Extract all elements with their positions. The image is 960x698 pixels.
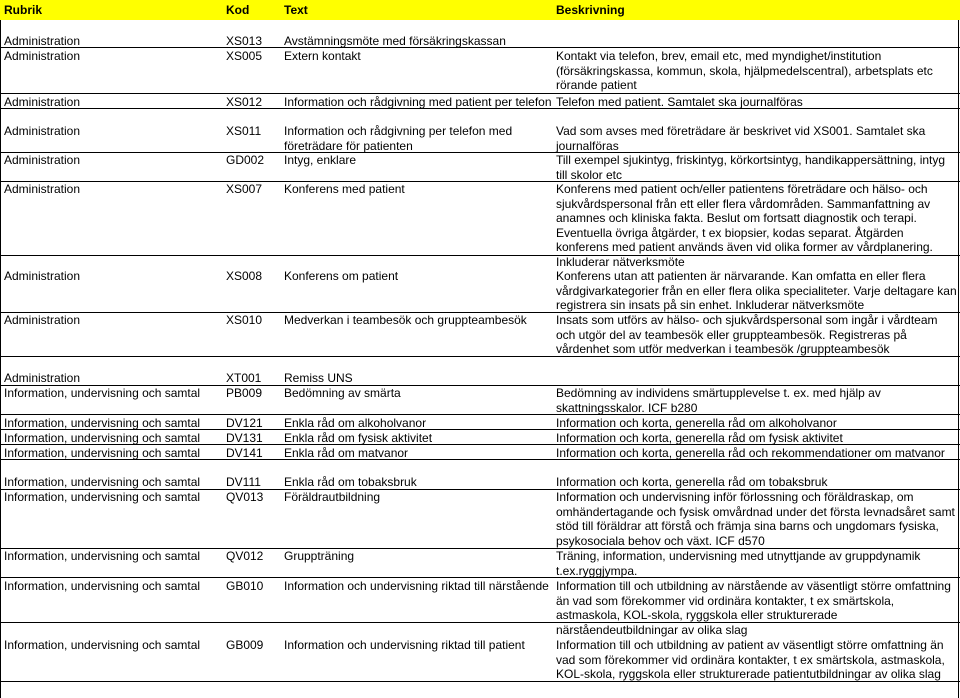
row-divider xyxy=(0,93,960,94)
cell-rubrik: Information, undervisning och samtal xyxy=(4,446,201,460)
cell-rubrik: Administration xyxy=(4,313,81,327)
cell-text: Enkla råd om matvanor xyxy=(284,446,409,460)
cell-text: Remiss UNS xyxy=(284,371,353,385)
row-divider xyxy=(0,444,960,445)
cell-rubrik: Administration xyxy=(4,153,81,167)
cell-beskrivning: Vad som avses med företrädare är beskrivet vid XS001. Samtalet ska journalföras xyxy=(556,124,926,153)
cell-text: Avstämningsmöte med försäkringskassan xyxy=(284,34,506,48)
cell-text: Information och undervisning riktad till närstående xyxy=(284,579,549,593)
row-divider xyxy=(0,429,960,430)
cell-text: Konferens om patient xyxy=(284,269,399,283)
cell-text: Information och rådgivning per telefon med företrädare för patienten xyxy=(284,124,513,153)
cell-beskrivning: Insats som utförs av hälso- och sjukvårdspersonal som ingår i vårdteam och utgör del av teambesök eller gruppteambesök. Registreras på vårdenhet som utför medverkan i teambesök /gruppteambesök xyxy=(556,313,938,357)
cell-rubrik: Administration xyxy=(4,182,81,196)
cell-kod: XS005 xyxy=(226,49,263,63)
cell-rubrik: Information, undervisning och samtal xyxy=(4,638,201,652)
cell-kod: XS012 xyxy=(226,95,263,109)
cell-beskrivning: Information och undervisning inför förlossning och föräldraskap, om omhändertagande och fysisk omvårdnad under det första levnadsåret samt stöd till föräldrar att förstå och främja sina barns och ungdomars fysiska, psykosociala behov och växt. ICF d570 xyxy=(556,490,955,548)
cell-rubrik: Administration xyxy=(4,269,81,283)
cell-rubrik: Information, undervisning och samtal xyxy=(4,431,201,445)
cell-rubrik: Administration xyxy=(4,34,81,48)
cell-kod: GB010 xyxy=(226,579,264,593)
cell-beskrivning: Konferens med patient och/eller patientens företrädare och hälso- och sjukvårdspersonal från ett eller flera vårdområden. Sammanfattning av anamnes och kliniska fakta. Beslut om fortsatt diagnostik och terapi. Eventuella övriga åtgärder, t ex biopsier, kodas separat. Åtgärden konferens med patient används även vid olika former av vårdplanering. Inkluderar nätverksmöte xyxy=(556,182,933,269)
row-divider xyxy=(0,577,960,578)
cell-text: Bedömning av smärta xyxy=(284,386,401,400)
table-border-left xyxy=(0,20,1,698)
cell-kod: XS008 xyxy=(226,269,263,283)
cell-kod: DV141 xyxy=(226,446,263,460)
cell-kod: XS011 xyxy=(226,124,262,138)
cell-rubrik: Administration xyxy=(4,371,81,385)
cell-rubrik: Information, undervisning och samtal xyxy=(4,579,201,593)
row-divider xyxy=(0,47,960,48)
cell-kod: GD002 xyxy=(226,153,265,167)
header-rubrik: Rubrik xyxy=(4,3,43,17)
cell-beskrivning: Träning, information, undervisning med utnyttjande av gruppdynamik t.ex.ryggjympa. xyxy=(556,549,921,578)
cell-rubrik: Information, undervisning och samtal xyxy=(4,386,201,400)
row-divider xyxy=(0,414,960,415)
cell-kod: PB009 xyxy=(226,386,263,400)
cell-rubrik: Information, undervisning och samtal xyxy=(4,490,201,504)
header-beskrivning: Beskrivning xyxy=(556,3,625,17)
cell-kod: QV013 xyxy=(226,490,264,504)
cell-rubrik: Information, undervisning och samtal xyxy=(4,416,201,430)
cell-text: Intyg, enklare xyxy=(284,153,357,167)
cell-kod: XS010 xyxy=(226,313,263,327)
table-border-right xyxy=(958,20,959,698)
cell-kod: QV012 xyxy=(226,549,264,563)
cell-kod: XT001 xyxy=(226,371,262,385)
header-kod: Kod xyxy=(226,3,250,17)
row-divider xyxy=(0,108,960,109)
cell-kod: XS007 xyxy=(226,182,263,196)
cell-rubrik: Administration xyxy=(4,124,81,138)
cell-beskrivning: Information och korta, generella råd och rekommendationer om matvanor xyxy=(556,446,945,460)
cell-text: Enkla råd om fysisk aktivitet xyxy=(284,431,433,445)
cell-beskrivning: Telefon med patient. Samtalet ska journalföras xyxy=(556,95,803,109)
cell-beskrivning: Information och korta, generella råd om fysisk aktivitet xyxy=(556,431,843,445)
table-header xyxy=(0,0,960,20)
cell-beskrivning: Kontakt via telefon, brev, email etc, med myndighet/institution (försäkringskassa, kommun, skola, hjälpmedelscentral), arbetsplats etc rörande patient xyxy=(556,49,933,93)
cell-beskrivning: Information och korta, generella råd om alkoholvanor xyxy=(556,416,837,430)
cell-beskrivning: Konferens utan att patienten är närvarande. Kan omfatta en eller flera vårdgivarkategorier från en eller flera olika specialiteter. Varje deltagare kan registrera sin insats på sin enhet. Inkluderar nätverksmöte xyxy=(556,269,957,313)
row-divider xyxy=(0,622,960,623)
cell-beskrivning: Information och korta, generella råd om tobaksbruk xyxy=(556,475,828,489)
cell-text: Föräldrautbildning xyxy=(284,490,381,504)
header-text: Text xyxy=(284,3,308,17)
cell-rubrik: Information, undervisning och samtal xyxy=(4,475,201,489)
row-divider xyxy=(0,356,960,357)
cell-text: Enkla råd om tobaksbruk xyxy=(284,475,417,489)
cell-rubrik: Information, undervisning och samtal xyxy=(4,549,201,563)
cell-beskrivning: Till exempel sjukintyg, friskintyg, körkortsintyg, handikappersättning, intyg till skolor etc xyxy=(556,153,946,182)
cell-kod: DV111 xyxy=(226,475,261,489)
row-divider xyxy=(0,681,960,682)
cell-text: Enkla råd om alkoholvanor xyxy=(284,416,427,430)
cell-text: Extern kontakt xyxy=(284,49,361,63)
cell-beskrivning: Information till och utbildning av patient av väsentligt större omfattning än vad som förekommer vid ordinära kontakter, t ex smärtskola, astmaskola, KOL-skola, ryggskola eller strukturerade patientutbildningar av olika slag xyxy=(556,638,945,682)
cell-text: Information och rådgivning med patient per telefon xyxy=(284,95,552,109)
cell-rubrik: Administration xyxy=(4,95,81,109)
cell-beskrivning: Bedömning av individens smärtupplevelse t. ex. med hjälp av skattningsskalor. ICF b280 xyxy=(556,386,881,415)
cell-kod: DV121 xyxy=(226,416,263,430)
row-divider xyxy=(0,255,960,256)
cell-text: Information och undervisning riktad till patient xyxy=(284,638,525,652)
cell-kod: DV131 xyxy=(226,431,263,445)
cell-kod: GB009 xyxy=(226,638,264,652)
row-divider xyxy=(0,459,960,460)
cell-text: Medverkan i teambesök och gruppteambesök xyxy=(284,313,527,327)
cell-beskrivning: Information till och utbildning av närstående av väsentligt större omfattning än vad som förekommer vid ordinära kontakter, t ex smärtskola, astmaskola, KOL-skola, ryggskola eller strukturerade närståendeutbildningar av olika slag xyxy=(556,579,951,637)
cell-kod: XS013 xyxy=(226,34,263,48)
cell-text: Gruppträning xyxy=(284,549,355,563)
cell-rubrik: Administration xyxy=(4,49,81,63)
cell-text: Konferens med patient xyxy=(284,182,405,196)
